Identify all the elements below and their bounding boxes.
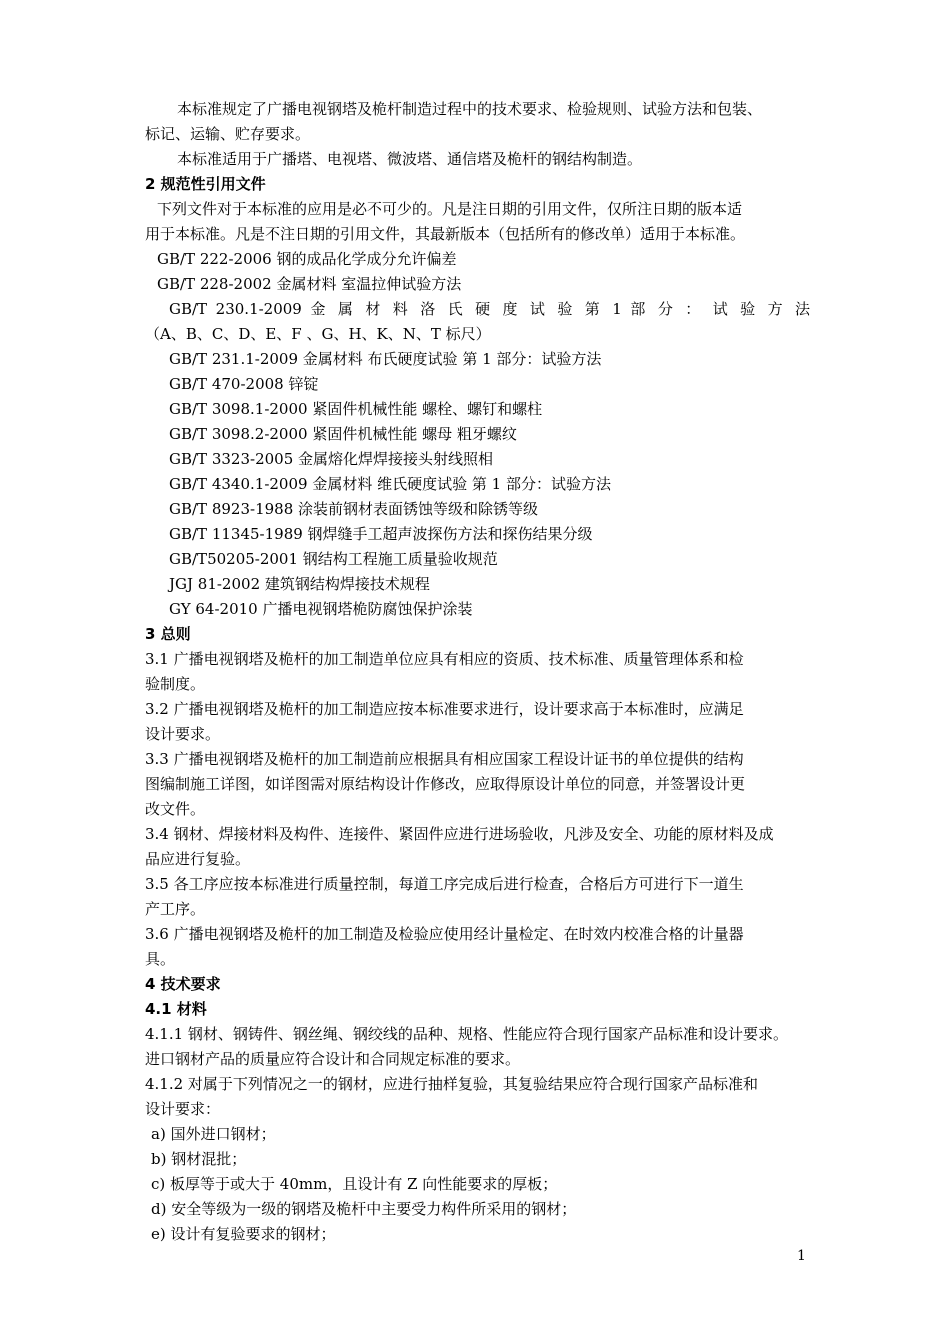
text-line: 品应进行复验。	[145, 850, 251, 868]
text-line: GB/T 470-2008 锌锭	[169, 375, 319, 393]
text-line: 设计要求。	[145, 725, 221, 743]
text-line: 进口钢材产品的质量应符合设计和合同规定标准的要求。	[145, 1050, 521, 1068]
text-line: 4.1.1 钢材、钢铸件、钢丝绳、钢绞线的品种、规格、性能应符合现行国家产品标准和设计要求。	[145, 1025, 788, 1043]
text-line: GB/T 228-2002 金属材料 室温拉伸试验方法	[157, 275, 462, 293]
text-line: 产工序。	[145, 900, 206, 918]
document-body	[145, 97, 810, 1247]
text-line: 3.2 广播电视钢塔及桅杆的加工制造应按本标准要求进行，设计要求高于本标准时，应满足	[145, 700, 744, 718]
text-line: 3.6 广播电视钢塔及桅杆的加工制造及检验应使用经计量检定、在时效内校准合格的计量器	[145, 925, 744, 943]
text-line: e) 设计有复验要求的钢材；	[151, 1225, 336, 1243]
text-line: GB/T 222-2006 钢的成品化学成分允许偏差	[157, 250, 457, 268]
text-line: 本标准适用于广播塔、电视塔、微波塔、通信塔及桅杆的钢结构制造。	[177, 150, 643, 168]
text-line: （A、B、C、D、E、F 、G、H、K、N、T 标尺）	[145, 325, 491, 343]
text-line: 设计要求：	[145, 1100, 221, 1118]
text-line: GB/T 3098.1-2000 紧固件机械性能 螺栓、螺钉和螺柱	[169, 400, 543, 418]
section-heading: 4 技术要求	[145, 975, 221, 993]
page-number: 1	[797, 1248, 806, 1264]
text-line: 3.3 广播电视钢塔及桅杆的加工制造前应根据具有相应国家工程设计证书的单位提供的结构	[145, 750, 744, 768]
text-line: a) 国外进口钢材；	[151, 1125, 276, 1143]
text-line: 3.1 广播电视钢塔及桅杆的加工制造单位应具有相应的资质、技术标准、质量管理体系和检	[145, 650, 744, 668]
text-line: 本标准规定了广播电视钢塔及桅杆制造过程中的技术要求、检验规则、试验方法和包装、	[177, 100, 763, 118]
section-heading: 2 规范性引用文件	[145, 175, 266, 193]
text-line: 标记、运输、贮存要求。	[145, 125, 311, 143]
text-line: 改文件。	[145, 800, 206, 818]
text-line: JGJ 81-2002 建筑钢结构焊接技术规程	[169, 575, 430, 593]
text-line: GB/T 3098.2-2000 紧固件机械性能 螺母 粗牙螺纹	[169, 425, 517, 443]
text-line: d) 安全等级为一级的钢塔及桅杆中主要受力构件所采用的钢材；	[151, 1200, 577, 1218]
text-line: 验制度。	[145, 675, 206, 693]
section-heading: 3 总则	[145, 625, 191, 643]
text-line: c) 板厚等于或大于 40mm，且设计有 Z 向性能要求的厚板；	[151, 1175, 558, 1193]
text-line: 下列文件对于本标准的应用是必不可少的。凡是注日期的引用文件，仅所注日期的版本适	[157, 200, 743, 218]
text-line: GB/T 11345-1989 钢焊缝手工超声波探伤方法和探伤结果分级	[169, 525, 593, 543]
text-line: GB/T 8923-1988 涂装前钢材表面锈蚀等级和除锈等级	[169, 500, 539, 518]
text-line: 4.1.2 对属于下列情况之一的钢材，应进行抽样复验，其复验结果应符合现行国家产品标准和	[145, 1075, 758, 1093]
text-line: GB/T 230.1-2009 金 属 材 料 洛 氏 硬 度 试 验 第 1 部 分 ： 试 验 方 法	[169, 300, 810, 318]
text-line: GY 64-2010 广播电视钢塔桅防腐蚀保护涂装	[169, 600, 473, 618]
section-heading: 4.1 材料	[145, 1000, 207, 1018]
text-line: b) 钢材混批；	[151, 1150, 247, 1168]
text-line: 图编制施工详图，如详图需对原结构设计作修改，应取得原设计单位的同意，并签署设计更	[145, 775, 746, 793]
text-line: 3.5 各工序应按本标准进行质量控制，每道工序完成后进行检查，合格后方可进行下一道生	[145, 875, 744, 893]
text-line: 用于本标准。凡是不注日期的引用文件，其最新版本（包括所有的修改单）适用于本标准。	[145, 225, 746, 243]
text-line: 3.4 钢材、焊接材料及构件、连接件、紧固件应进行进场验收，凡涉及安全、功能的原材料及成	[145, 825, 774, 843]
text-line: GB/T 4340.1-2009 金属材料 维氏硬度试验 第 1 部分：试验方法	[169, 475, 611, 493]
text-line: 具。	[145, 950, 176, 968]
text-line: GB/T 231.1-2009 金属材料 布氏硬度试验 第 1 部分：试验方法	[169, 350, 602, 368]
text-line: GB/T 3323-2005 金属熔化焊焊接接头射线照相	[169, 450, 494, 468]
text-line: GB/T50205-2001 钢结构工程施工质量验收规范	[169, 550, 498, 568]
